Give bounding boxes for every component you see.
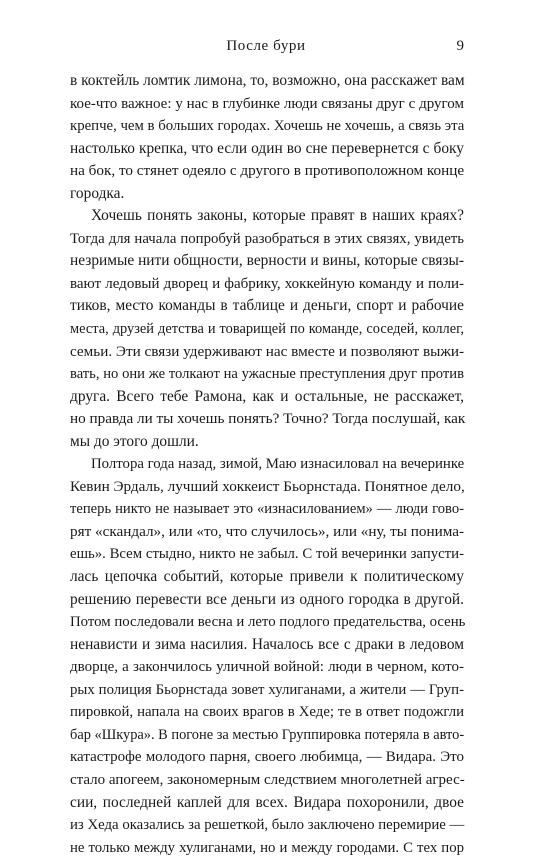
text-line: пировкой, напала на своих врагов в Хеде; те в ответ подожгли (70, 704, 464, 721)
text-line: стало апогеем, закономерным следствием многолетней агрес- (70, 771, 465, 788)
text-line: рых полиция Бьорнстада зовет хулиганами, а жители — Груп- (70, 681, 464, 698)
text-line: кое-что важное: у нас в глубинке люди связаны друг с другом (70, 95, 464, 112)
text-line: настолько крепка, что если один во сне перевернется с боку (70, 139, 464, 157)
page-number: 9 (456, 38, 464, 54)
text-line: незримые нити общности, верности и вины, которые связы- (70, 252, 464, 270)
text-line: друга. Всего тебе Рамона, как и остальные, не расскажет, (70, 387, 464, 405)
text-line: вают ледовый дворец и фабрику, хоккейную команду и поли- (70, 275, 464, 292)
text-line: Кевин Эрдаль, лучший хоккеист Бьорнстада. Понятное дело, (70, 477, 465, 495)
text-line: не только между хулиганами, но и между городами. С тех пор (70, 839, 464, 856)
text-line: рят «скандал», или «то, что случилось», или «ну, ты понима- (70, 522, 465, 540)
text-line: лась цепочка событий, которые привели к политическому (70, 568, 464, 586)
text-line: но правда ли ты хочешь понять? Точно? Тогда послушай, как (70, 410, 466, 428)
body-text (70, 70, 464, 859)
text-line: решению перевести все деньги из одного городка в другой. (70, 590, 464, 608)
text-line: на бок, то стянет одеяло с другого в противоположном конце (70, 162, 465, 180)
text-line: бар «Шкура». В погоне за местью Группировка потеряла в авто- (70, 726, 465, 743)
text-line: Тогда для начала попробуй разобраться в этих связях, увидеть (70, 230, 464, 247)
text-line: Потом последовали весна и лето подлого предательства, осень (70, 614, 466, 631)
text-line: ненависти и зима насилия. Началось все с драки в ледовом (70, 635, 464, 653)
text-line: вать, но они же толкают на ужасные преступления друг против (70, 366, 464, 383)
text-line: из Хеда оказались за решеткой, было заключено перемирие — (70, 817, 465, 834)
text-line: Полтора года назад, зимой, Маю изнасиловал на вечеринке (91, 456, 465, 473)
text-line: мы до этого дошли. (70, 432, 199, 450)
text-line: теперь никто не называет это «изнасилованием» — люди гово- (70, 501, 464, 518)
text-line: городка. (70, 184, 125, 202)
text-line: крепче, чем в больших городах. Хочешь не хочешь, а связь эта (70, 118, 465, 135)
text-line: катастрофе молодого парня, своего любимца, — Видара. Это (70, 749, 464, 766)
text-line: места, друзей детства и товарищей по команде, соседей, коллег, (70, 321, 464, 338)
page-header (68, 38, 464, 58)
text-line: тиков, место команды в таблице и деньги, спорт и рабочие (70, 297, 464, 315)
text-line: семьи. Эти связи удерживают нас вместе и позволяют выжи- (70, 342, 465, 360)
text-line: ешь». Всем стыдно, никто не забыл. С той вечеринки запусти- (70, 546, 464, 563)
text-line: Хочешь понять законы, которые правят в наших краях? (91, 207, 464, 225)
text-line: дворце, а закончилось уличной войной: люди в черном, кото- (70, 659, 464, 676)
text-line: в коктейль ломтик лимона, то, возможно, она расскажет вам (70, 72, 465, 89)
text-line: сии, последней каплей для всех. Видара похоронили, двое (70, 793, 464, 811)
running-title: После бури (226, 38, 306, 54)
